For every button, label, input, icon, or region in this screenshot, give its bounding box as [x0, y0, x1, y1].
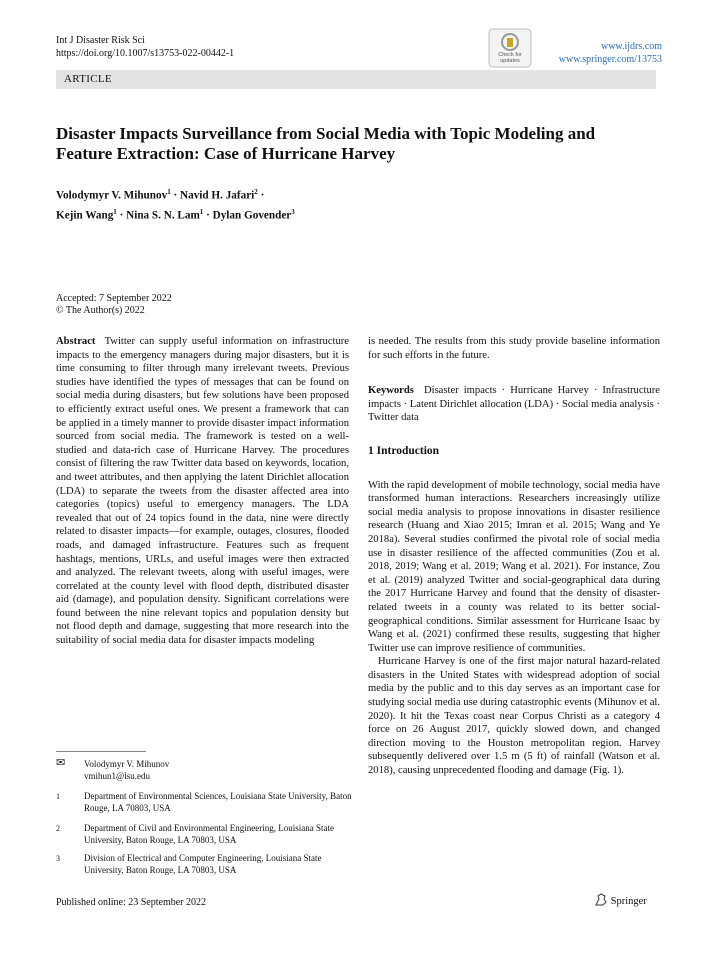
author-affil: 3: [291, 207, 295, 216]
intro-paragraph-2: Hurricane Harvey is one of the first major natural hazard-related disasters in the United States with widespread adoption of social media by the public and to this day serves as an important case for studying social media use during catastrophic events (Mihunov et al. 2020). It hit the Texas coast near Corpus Christi as a category 4 force on 26 August 2017, quickly slowed down, and changed direction moving to the Houston metropolitan region. Harvey subsequently delivered over 1.5 m (5 ft) of rainfall (Watson et al. 2018), causing unprecedented flooding and damage (Fig. 1).: [368, 656, 660, 777]
envelope-icon: ✉: [56, 757, 66, 769]
publisher-logo: [594, 893, 647, 907]
intro-paragraph-1: With the rapid development of mobile technology, social media have transformed human interactions. Researchers increasingly utilize social media analysis to propose innovations in disaster resilience research (Huang and Xiao 2015; Imran et al. 2015; Wang and Ye 2018a). Several studies confirmed the pivotal role of social media use in disaster resilience of the affected communities (Zou et al. 2018, 2019; Wang et al. 2019; Wang et al. 2021). For instance, Zou et al. (2019) analyzed Twitter and social-geographical data during the 2017 Hurricane Harvey and found that the density of disaster-related tweets in a county was related to its better social-geographical conditions. Similar assessment for Hurricane Isaac by Wang et al. (2021) confirmed these results, suggesting that higher Twitter use can improve resilience of communities.: [368, 479, 660, 654]
abstract-label: Abstract: [56, 336, 96, 347]
contact-email[interactable]: vmihun1@lsu.edu: [84, 770, 151, 781]
contact-name: Volodymyr V. Mihunov: [84, 759, 170, 769]
author-affil: 2: [254, 188, 258, 196]
author-list: [56, 184, 576, 223]
corresponding-author: [56, 759, 356, 783]
copyright: © The Author(s) 2022: [56, 305, 145, 316]
author-affil: 1: [113, 207, 117, 216]
affiliation-text: Department of Environmental Sciences, Louisiana State University, Baton Rouge, LA 70803, USA: [84, 791, 352, 813]
right-column: [368, 335, 660, 778]
site-link-springer[interactable]: www.springer.com/13753: [558, 54, 662, 65]
author-name[interactable]: Dylan Govender: [212, 209, 292, 222]
author-name[interactable]: Nina S. N. Lam: [126, 209, 200, 222]
accepted-date: Accepted: 7 September 2022: [56, 293, 172, 304]
published-online: Published online: 23 September 2022: [56, 897, 206, 908]
keywords-text: Disaster impacts · Hurricane Harvey · Infrastructure impacts · Latent Dirichlet allocation (LDA) · Social media analysis · Twitter data: [368, 385, 661, 424]
author-affil: 1: [167, 188, 171, 196]
doi-link[interactable]: https://doi.org/10.1007/s13753-022-00442-1: [56, 48, 235, 59]
affiliation-text: Department of Civil and Environmental Engineering, Louisiana State University, Baton Rouge, LA 70803, USA: [84, 823, 334, 845]
journal-header: [56, 34, 234, 60]
author-name[interactable]: Volodymyr V. Mihunov: [56, 189, 168, 202]
author-separator: ·: [260, 189, 265, 202]
abstract-left: [56, 335, 349, 648]
abstract-continued: is needed. The results from this study provide baseline information for such efforts in the future.: [368, 336, 660, 361]
author-name[interactable]: Kejin Wang: [56, 209, 114, 222]
journal-name: Int J Disaster Risk Sci: [56, 35, 145, 46]
affiliation-1: [56, 791, 356, 815]
author-affil: 1: [199, 207, 204, 216]
check-badge-line2: updates: [500, 58, 520, 64]
article-meta: [56, 293, 172, 317]
affiliation-text: Division of Electrical and Computer Engineering, Louisiana State University, Baton Rouge, LA 70803, USA: [84, 853, 322, 875]
author-line-1: [56, 184, 576, 204]
footnote-divider: [56, 751, 146, 752]
affiliation-number: 3: [56, 854, 60, 863]
paper-title: Disaster Impacts Surveillance from Social Media with Topic Modeling and Feature Extraction: Case of Hurricane Harvey: [56, 124, 596, 163]
author-separator: ·: [206, 209, 210, 222]
check-badge-line1: Check for: [498, 52, 522, 58]
author-separator: ·: [173, 189, 178, 202]
affiliation-number: 2: [56, 824, 60, 833]
article-type-bar: [56, 70, 656, 89]
keywords-label: Keywords: [368, 385, 414, 397]
author-name[interactable]: Navid H. Jafari: [180, 189, 255, 202]
author-separator: ·: [119, 209, 124, 222]
affiliation-number: 1: [56, 792, 60, 801]
journal-links: [559, 40, 662, 66]
publisher-name: Springer: [610, 896, 647, 907]
site-link-ijdrs[interactable]: www.ijdrs.com: [600, 41, 662, 52]
affiliation-2: [56, 823, 356, 847]
check-for-updates-badge[interactable]: [488, 28, 532, 68]
springer-horse-icon: [594, 893, 608, 906]
author-line-2: [56, 204, 576, 224]
abstract-text: Twitter can supply useful information on infrastructure impacts to the emergency managers during major disasters, but it is time consuming to filter through many irrelevant tweets. Previous studies have identified the types of messages that can be found on social media during disasters, but few solutions have been proposed to efficiently extract useful ones. We present a framework that can be applied in a timely manner to provide disaster impact information sourced from social media. The framework is tested on a well-studied and data-rich case of Hurricane Harvey. The procedures consist of filtering the raw Twitter data based on keywords, location, and tweet attributes, and then applying the latent Dirichlet allocation (LDA) to separate the tweets from the disaster affected area into categories (topics) useful to emergency managers. The LDA revealed that out of 24 topics found in the data, nine were directly related to disaster impacts—for example, outages, closures, flooded roads, and damaged infrastructure. Features such as frequent hashtags, mentions, URLs, and useful images were then extracted and analyzed. The relevant tweets, along with useful images, were correlated at the county level with flood depth, distributed disaster aid (damage), and population density. Significant correlations were found between the nine relevant topics and population density but not flood depth and damage, suggesting that more research into the suitability of social media data for disaster impacts modeling: [56, 336, 349, 647]
article-type-label: ARTICLE: [64, 73, 112, 85]
section-heading-introduction: 1 Introduction: [368, 444, 440, 457]
affiliation-3: [56, 853, 356, 877]
